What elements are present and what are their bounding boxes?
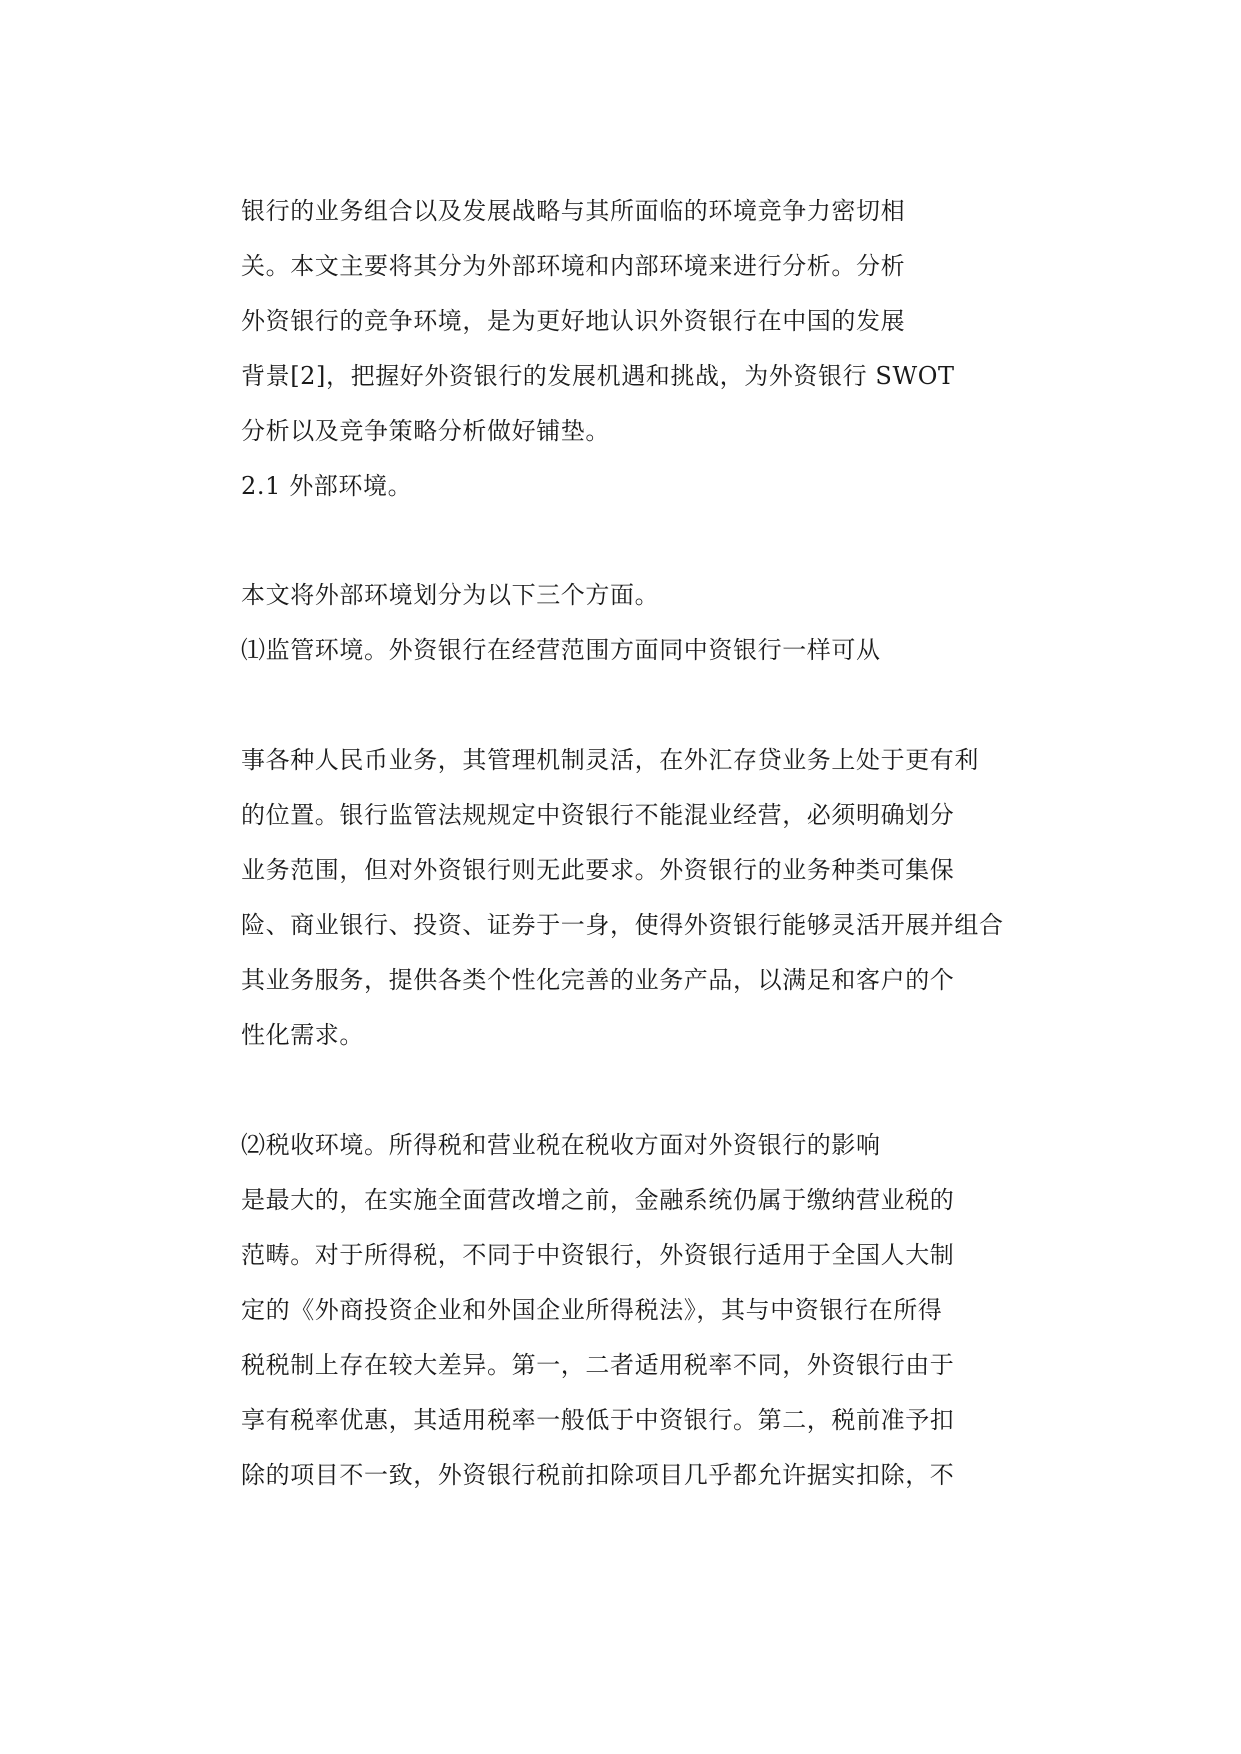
paragraph-line: 性化需求。 (241, 1021, 364, 1049)
paragraph-line: 险、商业银行、投资、证券于一身，使得外资银行能够灵活开展并组合 (241, 911, 1004, 939)
section-heading: 2.1 外部环境。 (241, 472, 413, 500)
paragraph-line: 外资银行的竞争环境，是为更好地认识外资银行在中国的发展 (241, 307, 906, 335)
paragraph-line: 是最大的，在实施全面营改增之前，金融系统仍属于缴纳营业税的 (241, 1186, 955, 1214)
paragraph-line: ⑵税收环境。所得税和营业税在税收方面对外资银行的影响 (241, 1131, 881, 1159)
paragraph-line: 的位置。银行监管法规规定中资银行不能混业经营，必须明确划分 (241, 801, 955, 829)
paragraph-line: 定的《外商投资企业和外国企业所得税法》，其与中资银行在所得 (241, 1296, 943, 1324)
paragraph-line: 其业务服务，提供各类个性化完善的业务产品，以满足和客户的个 (241, 966, 955, 994)
paragraph-line: 范畴。对于所得税，不同于中资银行，外资银行适用于全国人大制 (241, 1241, 955, 1269)
paragraph-line: 关。本文主要将其分为外部环境和内部环境来进行分析。分析 (241, 252, 906, 280)
paragraph-line: 分析以及竞争策略分析做好铺垫。 (241, 417, 610, 445)
paragraph-line: 除的项目不一致，外资银行税前扣除项目几乎都允许据实扣除，不 (241, 1461, 955, 1489)
paragraph-line: 事各种人民币业务，其管理机制灵活，在外汇存贷业务上处于更有利 (241, 746, 979, 774)
paragraph-line: 本文将外部环境划分为以下三个方面。 (241, 581, 660, 609)
paragraph-line: 银行的业务组合以及发展战略与其所面临的环境竞争力密切相 (241, 197, 906, 225)
paragraph-line: 业务范围，但对外资银行则无此要求。外资银行的业务种类可集保 (241, 856, 955, 884)
paragraph-line: 背景[2]，把握好外资银行的发展机遇和挑战，为外资银行 SWOT (241, 362, 955, 390)
paragraph-line: 享有税率优惠，其适用税率一般低于中资银行。第二，税前准予扣 (241, 1406, 955, 1434)
paragraph-line: 税税制上存在较大差异。第一，二者适用税率不同，外资银行由于 (241, 1351, 955, 1379)
paragraph-line: ⑴监管环境。外资银行在经营范围方面同中资银行一样可从 (241, 636, 881, 664)
